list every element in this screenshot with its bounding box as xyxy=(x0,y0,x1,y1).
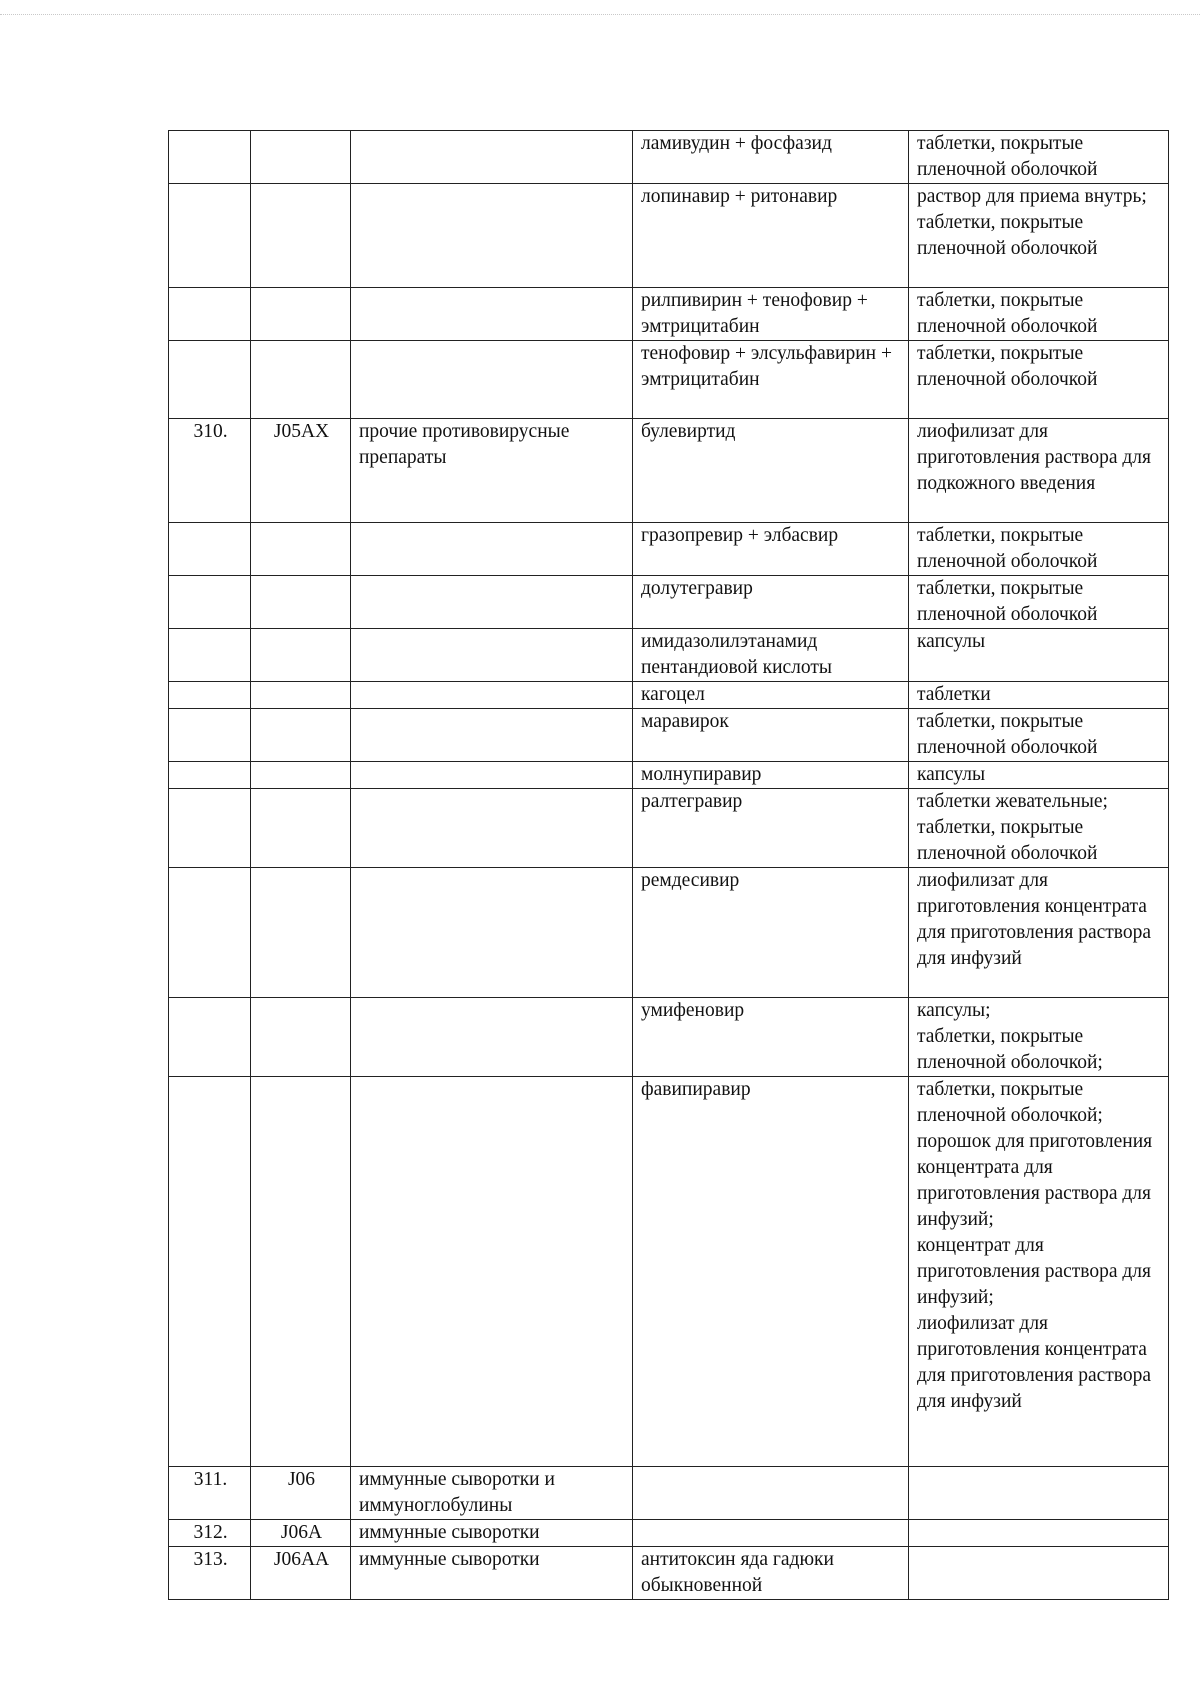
table-row xyxy=(169,682,1169,709)
dosage-form-line: таблетки, покрытые пленочной оболочкой xyxy=(917,212,1098,259)
dosage-form-line: таблетки, покрытые пленочной оболочкой xyxy=(917,343,1098,390)
table-row xyxy=(169,629,1169,682)
dosage-form-line: таблетки, покрытые пленочной оболочкой; xyxy=(917,1026,1103,1073)
table-row xyxy=(169,709,1169,762)
atc-code-cell xyxy=(251,131,351,184)
dosage-form-cell xyxy=(909,523,1169,576)
drug-name-cell: имидазолилэтанамид пентандиовой кислоты xyxy=(633,629,909,682)
atc-code-cell xyxy=(251,682,351,709)
table-row xyxy=(169,576,1169,629)
dosage-form-cell xyxy=(909,1467,1169,1520)
row-number-cell: 312. xyxy=(169,1520,251,1547)
dosage-form-line: таблетки, покрытые пленочной оболочкой xyxy=(917,133,1098,180)
dosage-form-line: лиофилизат для приготовления концентрата для приготовления раствора для инфузий xyxy=(917,1313,1151,1412)
dosage-form-cell xyxy=(909,868,1169,998)
table-row xyxy=(169,1547,1169,1600)
table-row xyxy=(169,998,1169,1077)
dosage-form-line: таблетки, покрытые пленочной оболочкой; xyxy=(917,1079,1103,1126)
group-name-cell: иммунные сыворотки xyxy=(351,1547,633,1600)
row-number-cell xyxy=(169,131,251,184)
table-row xyxy=(169,868,1169,998)
row-number-cell xyxy=(169,576,251,629)
group-name-cell xyxy=(351,629,633,682)
dosage-form-cell xyxy=(909,762,1169,789)
dosage-form-cell xyxy=(909,1077,1169,1467)
drug-name-cell xyxy=(633,1467,909,1520)
table-row xyxy=(169,419,1169,523)
drug-name-cell: лопинавир + ритонавир xyxy=(633,184,909,288)
group-name-cell xyxy=(351,131,633,184)
group-name-cell xyxy=(351,576,633,629)
drug-name-cell xyxy=(633,1520,909,1547)
drug-name-cell: фавипиравир xyxy=(633,1077,909,1467)
atc-code-cell xyxy=(251,341,351,419)
table-row xyxy=(169,762,1169,789)
dosage-form-line: порошок для приготовления концентрата для приготовления раствора для инфузий; xyxy=(917,1131,1153,1230)
dosage-form-line: раствор для приема внутрь; xyxy=(917,186,1147,207)
row-number-cell xyxy=(169,1077,251,1467)
dosage-form-cell xyxy=(909,629,1169,682)
group-name-cell: прочие противовирусные препараты xyxy=(351,419,633,523)
dosage-form-cell xyxy=(909,1547,1169,1600)
group-name-cell xyxy=(351,341,633,419)
dosage-form-cell xyxy=(909,1520,1169,1547)
drug-name-cell: кагоцел xyxy=(633,682,909,709)
group-name-cell xyxy=(351,709,633,762)
dosage-form-cell xyxy=(909,341,1169,419)
group-name-cell xyxy=(351,184,633,288)
atc-code-cell xyxy=(251,184,351,288)
drug-name-cell: тенофовир + элсульфавирин + эмтрицитабин xyxy=(633,341,909,419)
dosage-form-cell xyxy=(909,998,1169,1077)
atc-code-cell: J05AX xyxy=(251,419,351,523)
drug-name-cell: ламивудин + фосфазид xyxy=(633,131,909,184)
table-row xyxy=(169,341,1169,419)
dosage-form-line: концентрат для приготовления раствора для инфузий; xyxy=(917,1235,1151,1308)
table-row xyxy=(169,523,1169,576)
row-number-cell xyxy=(169,789,251,868)
dosage-form-cell xyxy=(909,576,1169,629)
atc-code-cell xyxy=(251,523,351,576)
drug-name-cell: умифеновир xyxy=(633,998,909,1077)
group-name-cell xyxy=(351,868,633,998)
row-number-cell xyxy=(169,341,251,419)
drug-name-cell: булевиртид xyxy=(633,419,909,523)
dosage-form-line: таблетки xyxy=(917,684,991,705)
row-number-cell xyxy=(169,288,251,341)
table-row xyxy=(169,184,1169,288)
dosage-form-line: капсулы; xyxy=(917,1000,991,1021)
row-number-cell xyxy=(169,184,251,288)
row-number-cell xyxy=(169,868,251,998)
dosage-form-cell xyxy=(909,419,1169,523)
dosage-form-line: капсулы xyxy=(917,764,986,785)
drug-name-cell: гразопревир + элбасвир xyxy=(633,523,909,576)
dosage-form-line: таблетки, покрытые пленочной оболочкой xyxy=(917,711,1098,758)
drug-name-cell: антитоксин яда гадюки обыкновенной xyxy=(633,1547,909,1600)
table-row xyxy=(169,789,1169,868)
drug-name-cell: ралтегравир xyxy=(633,789,909,868)
dosage-form-cell xyxy=(909,184,1169,288)
row-number-cell xyxy=(169,709,251,762)
group-name-cell xyxy=(351,998,633,1077)
atc-code-cell: J06AA xyxy=(251,1547,351,1600)
dosage-form-line: таблетки жевательные; xyxy=(917,791,1108,812)
dosage-form-cell xyxy=(909,789,1169,868)
row-number-cell xyxy=(169,998,251,1077)
atc-code-cell: J06A xyxy=(251,1520,351,1547)
atc-code-cell xyxy=(251,629,351,682)
drug-name-cell: ремдесивир xyxy=(633,868,909,998)
group-name-cell xyxy=(351,288,633,341)
dosage-form-cell xyxy=(909,682,1169,709)
table-row xyxy=(169,1077,1169,1467)
drug-name-cell: долутегравир xyxy=(633,576,909,629)
dosage-form-line: лиофилизат для приготовления концентрата для приготовления раствора для инфузий xyxy=(917,870,1151,969)
drug-name-cell: маравирок xyxy=(633,709,909,762)
dosage-form-line: капсулы xyxy=(917,631,986,652)
drug-name-cell: рилпивирин + тенофовир + эмтрицитабин xyxy=(633,288,909,341)
atc-code-cell xyxy=(251,1077,351,1467)
atc-code-cell: J06 xyxy=(251,1467,351,1520)
group-name-cell xyxy=(351,789,633,868)
group-name-cell xyxy=(351,682,633,709)
row-number-cell xyxy=(169,629,251,682)
group-name-cell: иммунные сыворотки xyxy=(351,1520,633,1547)
atc-code-cell xyxy=(251,868,351,998)
row-number-cell: 310. xyxy=(169,419,251,523)
dosage-form-line: таблетки, покрытые пленочной оболочкой xyxy=(917,578,1098,625)
row-number-cell xyxy=(169,682,251,709)
dosage-form-cell xyxy=(909,131,1169,184)
row-number-cell: 311. xyxy=(169,1467,251,1520)
table-row xyxy=(169,288,1169,341)
table-row xyxy=(169,1467,1169,1520)
scan-top-edge xyxy=(0,14,1200,15)
atc-code-cell xyxy=(251,576,351,629)
table-row xyxy=(169,131,1169,184)
dosage-form-cell xyxy=(909,709,1169,762)
atc-code-cell xyxy=(251,709,351,762)
group-name-cell xyxy=(351,523,633,576)
atc-code-cell xyxy=(251,998,351,1077)
atc-code-cell xyxy=(251,762,351,789)
dosage-form-line: таблетки, покрытые пленочной оболочкой xyxy=(917,525,1098,572)
row-number-cell xyxy=(169,523,251,576)
drug-name-cell: молнупиравир xyxy=(633,762,909,789)
dosage-form-line: таблетки, покрытые пленочной оболочкой xyxy=(917,817,1098,864)
atc-code-cell xyxy=(251,288,351,341)
table-row xyxy=(169,1520,1169,1547)
row-number-cell: 313. xyxy=(169,1547,251,1600)
group-name-cell xyxy=(351,1077,633,1467)
dosage-form-line: таблетки, покрытые пленочной оболочкой xyxy=(917,290,1098,337)
row-number-cell xyxy=(169,762,251,789)
group-name-cell: иммунные сыворотки и иммуноглобулины xyxy=(351,1467,633,1520)
group-name-cell xyxy=(351,762,633,789)
dosage-form-line: лиофилизат для приготовления раствора для подкожного введения xyxy=(917,421,1151,494)
drug-list-table xyxy=(168,130,1169,1600)
atc-code-cell xyxy=(251,789,351,868)
dosage-form-cell xyxy=(909,288,1169,341)
